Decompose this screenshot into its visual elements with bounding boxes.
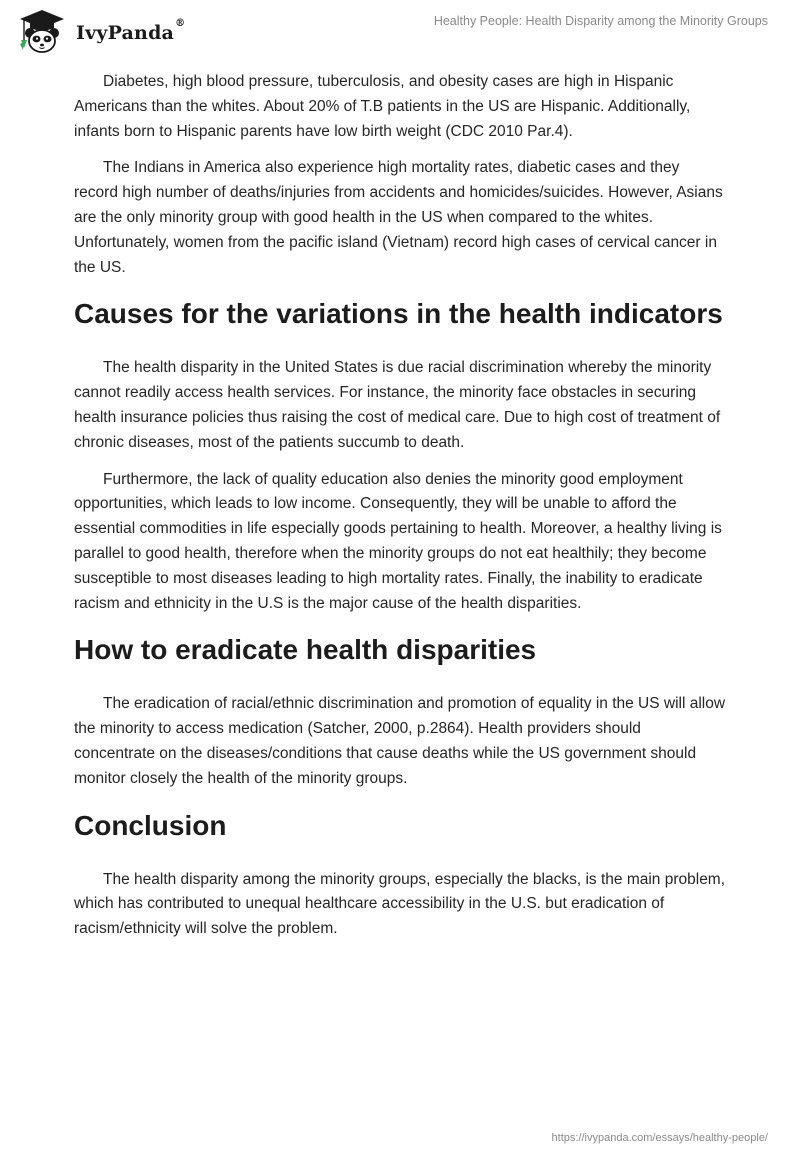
paragraph-racial-discrimination: The health disparity in the United States is due racial discrimination whereby the minority cannot readily access health services. For instance, the minority face obstacles in securing health insurance policies thus raising the cost of medical care. Due to high cost of treatment of chronic diseases, most of the patients succumb to death. [74, 359, 721, 451]
panda-graduation-cap-icon [14, 8, 70, 56]
ivypanda-logo[interactable] [14, 8, 185, 56]
paragraph-eradication: The eradication of racial/ethnic discrimination and promotion of equality in the US will allow the minority to access medication (Satcher, 2000, p.2864). Health providers should concentrate on the diseases/conditions that cause deaths while the US government should monitor closely the health of the minority groups. [74, 695, 726, 787]
article-body [74, 70, 726, 954]
paragraph-conclusion: The health disparity among the minority groups, especially the blacks, is the main problem, which has contributed to unequal healthcare accessibility in the U.S. but eradication of racism/ethnicity will solve the problem. [74, 870, 726, 938]
paragraph-education-income: Furthermore, the lack of quality education also denies the minority good employment opportunities, which leads to low income. Consequently, they will be unable to afford the essential commodities in life especially goods pertaining to health. Moreover, a healthy living is parallel to good health, therefore when the minority groups do not eat healthily; they become susceptible to most diseases leading to high mortality rates. Finally, the inability to eradicate racism and ethnicity in the U.S is the major cause of the health disparities. [74, 470, 722, 612]
page-header [0, 0, 800, 70]
heading-conclusion: Conclusion [74, 809, 227, 841]
document-title: Healthy People: Health Disparity among the Minority Groups [433, 14, 768, 28]
heading-eradicate: How to eradicate health disparities [74, 634, 537, 666]
registered-mark: ® [175, 18, 186, 29]
brand-name: IvyPanda® [76, 18, 186, 44]
heading-causes: Causes for the variations in the health indicators [74, 298, 723, 330]
paragraph-indian-asian-health: The Indians in America also experience high mortality rates, diabetic cases and they record high number of deaths/injuries from accidents and homicides/suicides. However, Asians are the only minority group with good health in the US when compared to the whites. Unfortunately, women from the pacific island (Vietnam) record high cases of cervical cancer in the US. [74, 159, 723, 276]
source-url[interactable]: https://ivypanda.com/essays/healthy-people/ [551, 1132, 768, 1144]
paragraph-hispanic-health: Diabetes, high blood pressure, tuberculosis, and obesity cases are high in Hispanic Americans than the whites. About 20% of T.B patients in the US are Hispanic. Additionally, infants born to Hispanic parents have low birth weight (CDC 2010 Par.4). [74, 73, 691, 140]
